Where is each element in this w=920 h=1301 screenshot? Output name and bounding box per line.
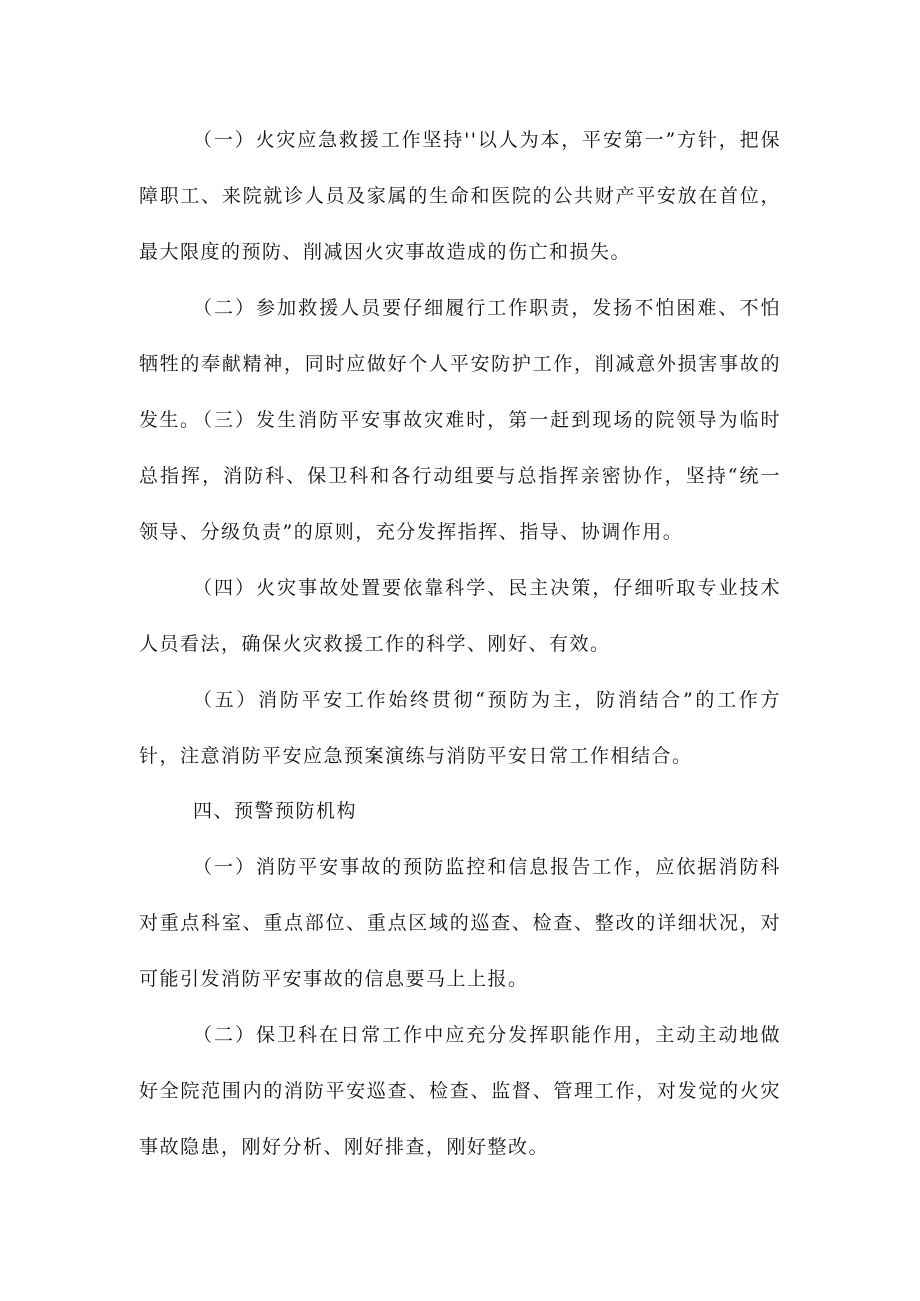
paragraph-monitoring-reporting: （一）消防平安事故的预防监控和信息报告工作，应依据消防科对重点科室、重点部位、重点区域的巡查、检查、整改的详细状况，对可能引发消防平安事故的信息要马上上报。 (139, 856, 781, 990)
paragraph-prevention-first: （五）消防平安工作始终贯彻“预防为主，防消结合”的工作方针，注意消防平安应急预案演练与消防平安日常工作相结合。 (139, 689, 781, 767)
section-heading-warning-prevention: 四、预警预防机构 (193, 800, 358, 822)
paragraph-temporary-commander: （三）发生消防平安事故灾难时，第一赶到现场的院领导为临时总指挥，消防科、保卫科和各行动组要与总指挥亲密协作，坚持“统一领导、分级负责”的原则，充分发挥指挥、指导、协调作用。 (139, 409, 781, 543)
paragraph-scientific-decision: （四）火灾事故处置要依靠科学、民主决策，仔细听取专业技术人员看法，确保火灾救援工作的科学、刚好、有效。 (139, 577, 781, 655)
paragraph-rescue-duties: （二）参加救援人员要仔细履行工作职责，发扬不怕困难、不怕牺牲的奉献精神，同时应做好个人平安防护工作，削减意外损害事故的发生。 (139, 297, 781, 431)
paragraph-security-inspection: （二）保卫科在日常工作中应充分发挥职能作用，主动主动地做好全院范围内的消防平安巡查、检查、监督、管理工作，对发觉的火灾事故隐患，刚好分析、刚好排查，刚好整改。 (139, 1024, 781, 1158)
paragraph-principle-people-first: （一）火灾应急救援工作坚持''以人为本，平安第一”方针，把保障职工、来院就诊人员及家属的生命和医院的公共财产平安放在首位，最大限度的预防、削减因火灾事故造成的伤亡和损失。 (139, 129, 781, 263)
